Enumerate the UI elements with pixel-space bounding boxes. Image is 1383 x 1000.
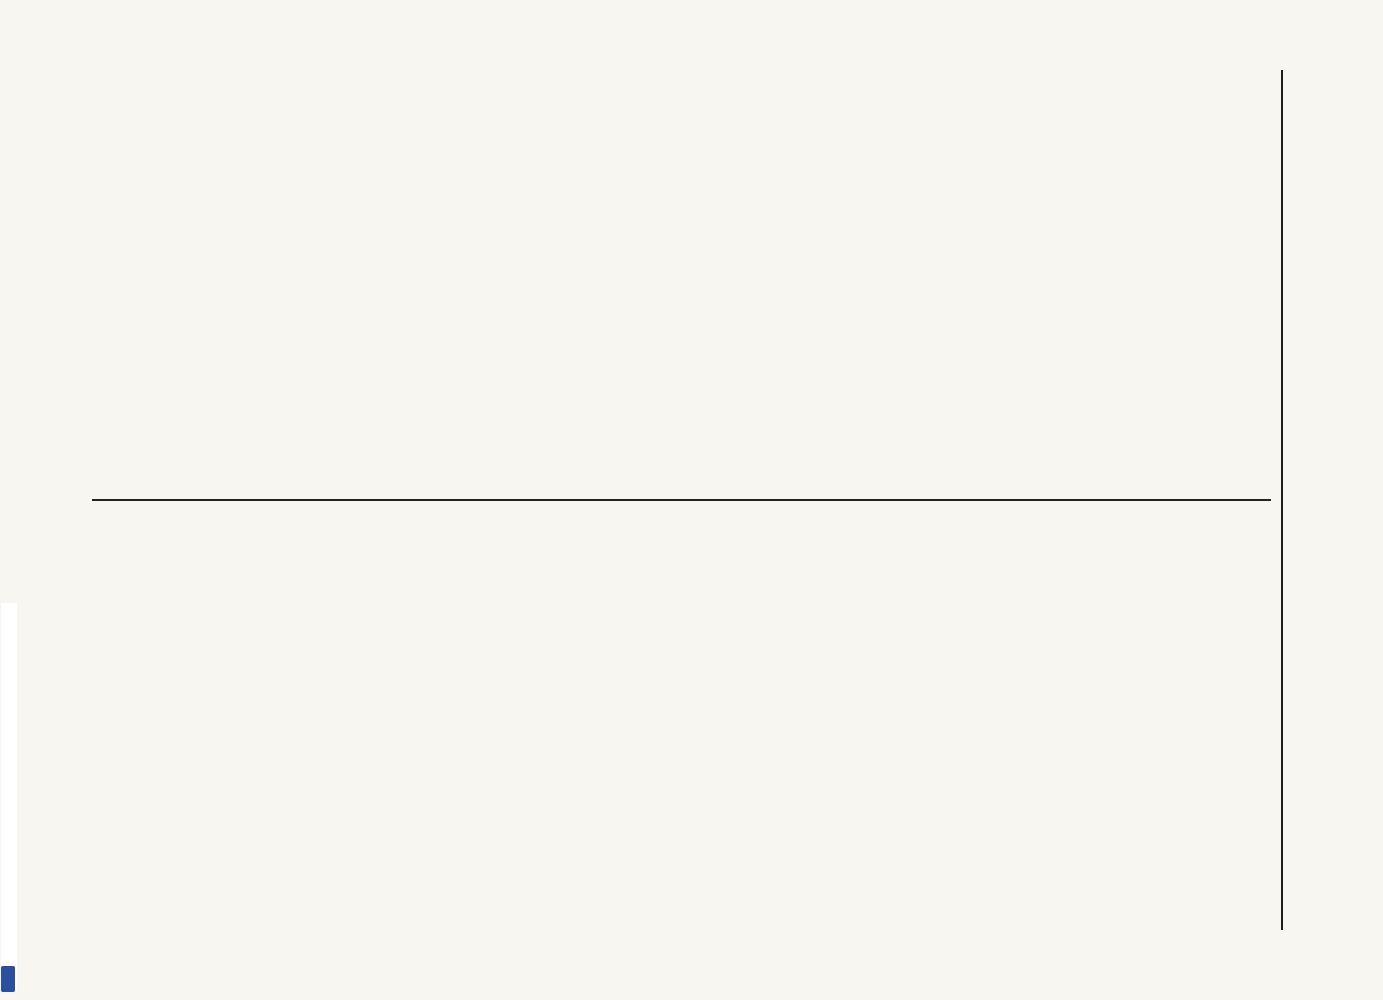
column-right xyxy=(92,518,1271,930)
digitization-credit xyxy=(1,603,17,991)
page-header xyxy=(1281,70,1323,930)
column-left xyxy=(92,70,1271,482)
dfg-logo xyxy=(1,966,15,992)
column-divider xyxy=(92,499,1271,501)
